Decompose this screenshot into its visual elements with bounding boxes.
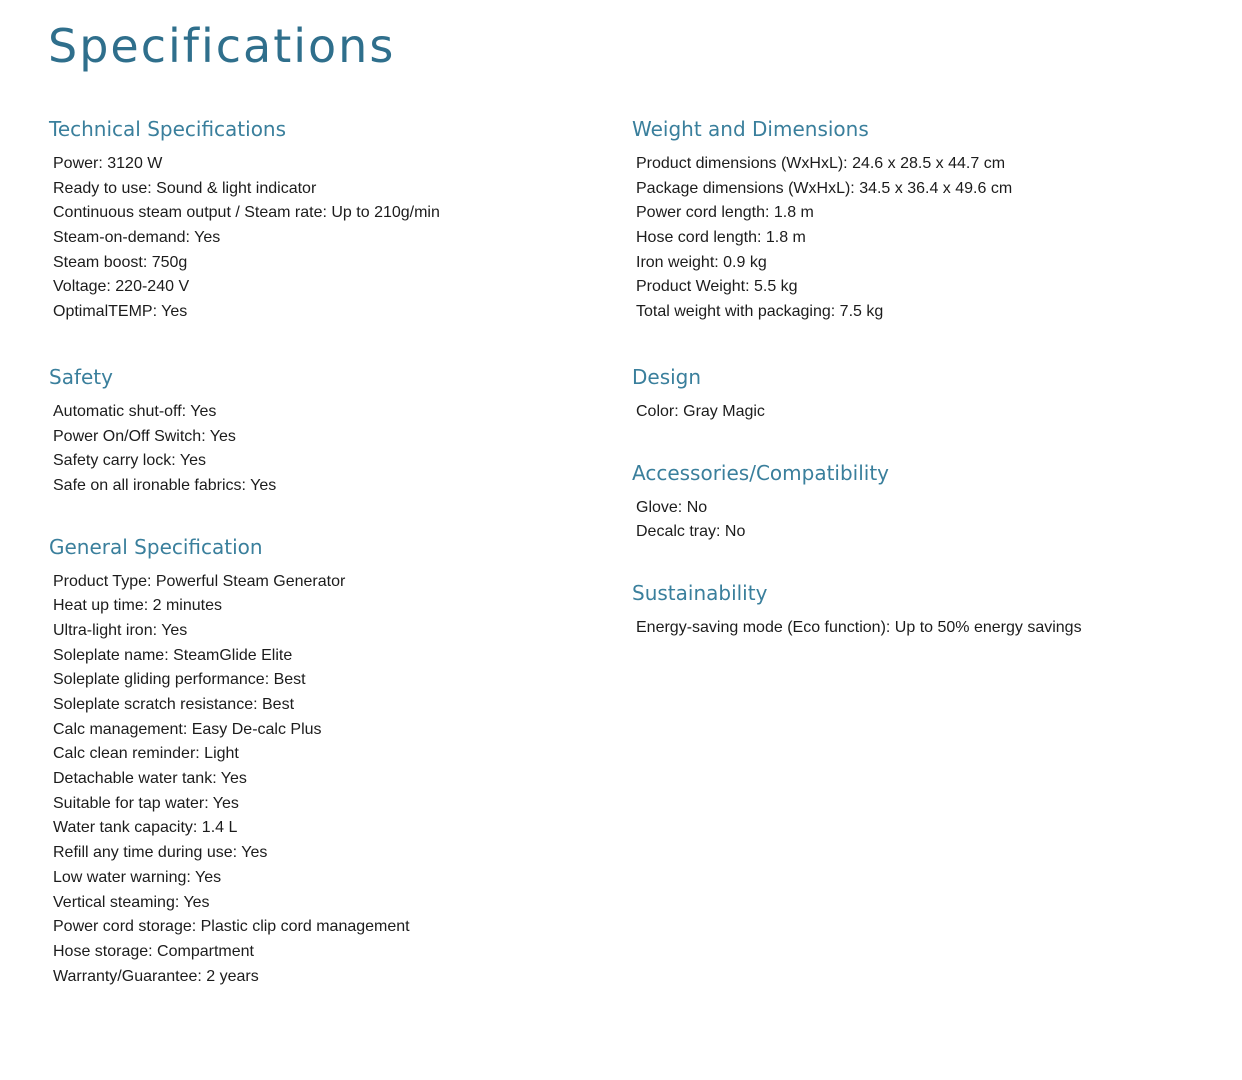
spec-item: Heat up time: 2 minutes: [53, 597, 222, 615]
spec-item: Power: 3120 W: [53, 155, 163, 172]
spec-item: Calc clean reminder: Light: [53, 745, 239, 763]
spec-item: Safe on all ironable fabrics: Yes: [53, 476, 277, 494]
general-specification-section: [49, 532, 609, 990]
section-title-accessories: Accessories/Compatibility: [632, 460, 890, 485]
spec-item: Warranty/Guarantee: 2 years: [53, 967, 259, 985]
spec-item: Soleplate gliding performance: Best: [53, 671, 306, 689]
accessories-compatibility-section: [632, 458, 1212, 545]
spec-item: Continuous steam output / Steam rate: Up to 210g/min: [53, 204, 440, 222]
spec-item: Soleplate scratch resistance: Best: [53, 696, 295, 713]
spec-item: Product Weight: 5.5 kg: [636, 278, 798, 296]
spec-item: Low water warning: Yes: [53, 868, 222, 886]
spec-item: Power On/Off Switch: Yes: [53, 427, 236, 445]
sustainability-section: [632, 578, 1212, 641]
right-column: [632, 114, 1212, 641]
section-title-design: Design: [632, 364, 702, 389]
spec-item: Glove: No: [636, 498, 708, 516]
spec-item: Hose storage: Compartment: [53, 942, 254, 960]
design-section: [632, 362, 1212, 425]
spec-item: Hose cord length: 1.8 m: [636, 229, 806, 247]
spec-item: Product dimensions (WxHxL): 24.6 x 28.5 x 44.7 cm: [636, 155, 1006, 172]
spec-item: Vertical steaming: Yes: [53, 893, 210, 911]
left-column: [49, 114, 609, 989]
safety-spec-list: [53, 400, 609, 499]
spec-item: Steam boost: 750g: [53, 253, 188, 271]
safety-section: [49, 362, 609, 499]
spec-item: Automatic shut-off: Yes: [53, 402, 217, 420]
design-spec-list: [636, 400, 1212, 425]
technical-spec-list: [53, 152, 609, 325]
spec-item: Total weight with packaging: 7.5 kg: [636, 303, 884, 321]
spec-item: Ultra-light iron: Yes: [53, 621, 188, 639]
spec-item: Suitable for tap water: Yes: [53, 794, 239, 812]
spec-item: Steam-on-demand: Yes: [53, 229, 221, 247]
section-title-safety: Safety: [49, 364, 113, 389]
spec-item: Iron weight: 0.9 kg: [636, 253, 767, 271]
spec-item: Color: Gray Magic: [636, 402, 765, 420]
section-title-technical: Technical Specifications: [49, 117, 287, 141]
accessories-spec-list: [636, 496, 1212, 545]
spec-item: Decalc tray: No: [636, 523, 746, 541]
spec-item: Water tank capacity: 1.4 L: [53, 819, 238, 837]
spec-item: Product Type: Powerful Steam Generator: [53, 572, 346, 590]
weight-spec-list: [636, 152, 1212, 325]
spec-item: Voltage: 220-240 V: [53, 278, 190, 296]
section-title-sustainability: Sustainability: [632, 580, 768, 605]
spec-item: Ready to use: Sound & light indicator: [53, 179, 317, 197]
weight-dimensions-section: [632, 114, 1212, 325]
section-title-weight-dimensions: Weight and Dimensions: [632, 117, 869, 141]
spec-item: Calc management: Easy De-calc Plus: [53, 720, 322, 738]
spec-item: Refill any time during use: Yes: [53, 844, 268, 862]
section-title-general: General Specification: [49, 534, 263, 559]
spec-item: Power cord storage: Plastic clip cord management: [53, 918, 410, 936]
spec-item: Energy-saving mode (Eco function): Up to 50% energy savings: [636, 618, 1082, 636]
spec-item: Power cord length: 1.8 m: [636, 204, 814, 222]
technical-specifications-section: [49, 114, 609, 325]
spec-item: Safety carry lock: Yes: [53, 452, 206, 470]
spec-item: Soleplate name: SteamGlide Elite: [53, 646, 293, 664]
spec-item: OptimalTEMP: Yes: [53, 303, 188, 321]
general-spec-list: [53, 570, 609, 990]
page-title: Specifications: [48, 19, 396, 73]
spec-item: Detachable water tank: Yes: [53, 770, 247, 788]
spec-item: Package dimensions (WxHxL): 34.5 x 36.4 x 49.6 cm: [636, 179, 1013, 197]
sustainability-spec-list: [636, 616, 1212, 641]
